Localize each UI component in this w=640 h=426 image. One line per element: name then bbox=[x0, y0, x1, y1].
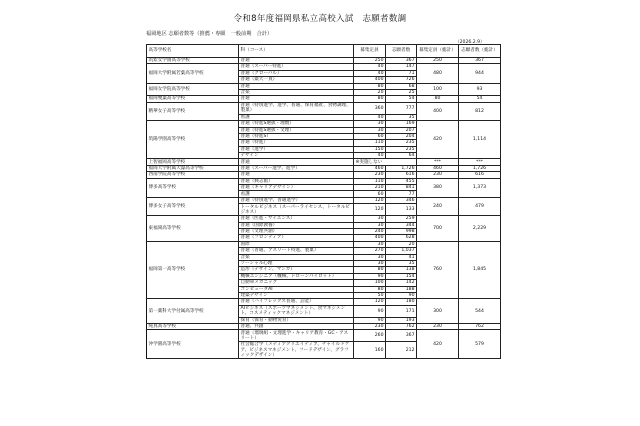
course-name: 建築デザイン bbox=[239, 292, 354, 298]
total-capacity-cell: 300 bbox=[417, 299, 459, 324]
total-applicants-cell: 93 bbox=[459, 83, 501, 96]
capacity-cell: 20 bbox=[354, 89, 386, 95]
total-applicants-cell: 54 bbox=[459, 96, 501, 102]
school-name: 西南学院高等学校 bbox=[147, 172, 239, 178]
course-name: 普通（特進S） bbox=[239, 133, 354, 139]
applicants-cell: 726 bbox=[386, 77, 417, 83]
applicants-cell: 169 bbox=[386, 121, 417, 127]
applicants-cell: 64 bbox=[386, 153, 417, 159]
capacity-cell: 400 bbox=[354, 235, 386, 241]
school-name: 沖学園高等学校 bbox=[147, 330, 239, 359]
total-applicants-cell: 762 bbox=[459, 324, 501, 330]
course-name: 保育（保育・動物愛育） bbox=[239, 317, 354, 323]
capacity-cell: 30 bbox=[354, 216, 386, 222]
applicants-cell: 193 bbox=[386, 317, 417, 323]
applicants-cell: 455 bbox=[386, 178, 417, 184]
applicants-cell: 628 bbox=[386, 235, 417, 241]
capacity-cell: 40 bbox=[354, 70, 386, 76]
applicants-cell: 138 bbox=[386, 267, 417, 273]
course-name: 普通（ハイフレックス普通、芸能） bbox=[239, 299, 354, 305]
capacity-cell: 80 bbox=[354, 286, 386, 292]
total-capacity-cell: 760 bbox=[417, 241, 459, 299]
applicants-cell: 77 bbox=[386, 191, 417, 197]
total-applicants-cell: 812 bbox=[459, 102, 501, 120]
table-body bbox=[147, 58, 501, 359]
total-applicants-cell: 1,726 bbox=[459, 165, 501, 171]
total-capacity-cell: 420 bbox=[417, 121, 459, 159]
course-name: 普通 bbox=[239, 172, 354, 178]
total-applicants-cell: 544 bbox=[459, 299, 501, 324]
applicants-cell: 346 bbox=[386, 197, 417, 203]
course-name: 機械エンジニア（機械、ドローンパイロット） bbox=[239, 273, 354, 279]
applicants-cell: 147 bbox=[386, 64, 417, 70]
capacity-cell: 90 bbox=[354, 305, 386, 317]
course-name: 造形（デザイン、マンガ） bbox=[239, 267, 354, 273]
total-capacity-cell: 230 bbox=[417, 172, 459, 178]
total-applicants-cell: 579 bbox=[459, 330, 501, 359]
capacity-cell: 240 bbox=[354, 228, 386, 234]
applicants-cell: 367 bbox=[386, 330, 417, 342]
total-capacity-cell: 240 bbox=[417, 197, 459, 215]
course-name: 普通（進学） bbox=[239, 146, 354, 152]
applicants-cell: 204 bbox=[386, 133, 417, 139]
school-name: 精華女子高等学校 bbox=[147, 102, 239, 120]
school-name: 博多高等学校 bbox=[147, 178, 239, 197]
applicants-cell: 998 bbox=[386, 228, 417, 234]
total-capacity-cell: 480 bbox=[417, 64, 459, 83]
school-name: 純真高等学校 bbox=[147, 324, 239, 330]
course-name: 普通（瑠璃組・文理進学・キャリア教育・GC・アスリート） bbox=[239, 330, 354, 342]
total-applicants-cell: *** bbox=[459, 159, 501, 165]
applicants-cell: 133 bbox=[386, 204, 417, 216]
total-applicants-cell: 1,114 bbox=[459, 121, 501, 159]
applicants-cell: 41 bbox=[386, 254, 417, 260]
school-name: 博多女子高等学校 bbox=[147, 197, 239, 215]
total-capacity-cell: 80 bbox=[417, 96, 459, 102]
course-name: 音楽 bbox=[239, 254, 354, 260]
school-name: 福岡女学院高等学校 bbox=[147, 83, 239, 96]
capacity-cell: 30 bbox=[354, 241, 386, 247]
applicants-cell: 616 bbox=[386, 172, 417, 178]
document-subtitle: 福岡地区 志願者数等（推薦・専願 一般前期 合計） bbox=[146, 31, 273, 37]
total-capacity-cell: 420 bbox=[417, 330, 459, 359]
capacity-cell: 80 bbox=[354, 83, 386, 89]
capacity-cell: 120 bbox=[354, 204, 386, 216]
total-capacity-cell: 250 bbox=[417, 58, 459, 64]
capacity-cell: 100 bbox=[354, 280, 386, 286]
applicants-cell: 171 bbox=[386, 305, 417, 317]
header-capacity: 募集定員 bbox=[354, 45, 386, 58]
total-applicants-cell: 479 bbox=[459, 197, 501, 215]
applicants-cell: 259 bbox=[386, 216, 417, 222]
capacity-cell: 160 bbox=[354, 342, 386, 359]
capacity-cell: 40 bbox=[354, 64, 386, 70]
course-name: 普通（興志館） bbox=[239, 178, 354, 184]
total-capacity-cell: 700 bbox=[417, 216, 459, 242]
course-name: 看護 bbox=[239, 114, 354, 120]
course-name: 自動車メカニック bbox=[239, 280, 354, 286]
applicants-cell: 20 bbox=[386, 241, 417, 247]
capacity-cell: 460 bbox=[354, 165, 386, 171]
capacity-cell: 80 bbox=[354, 267, 386, 273]
applicants-cell: 212 bbox=[386, 342, 417, 359]
course-name: 国際 bbox=[239, 241, 354, 247]
applicants-cell: 367 bbox=[386, 58, 417, 64]
capacity-cell: 110 bbox=[354, 140, 386, 146]
total-applicants-cell: 1,845 bbox=[459, 241, 501, 299]
total-capacity-cell: 460 bbox=[417, 165, 459, 171]
applicants-cell: 1,726 bbox=[386, 165, 417, 171]
header-total-capacity: 募集定員（総計） bbox=[417, 45, 459, 58]
applicants-cell: 235 bbox=[386, 140, 417, 146]
applicants-cell: 35 bbox=[386, 260, 417, 266]
school-name: 筑紫女学園高等学校 bbox=[147, 58, 239, 64]
applicants-cell: 207 bbox=[386, 127, 417, 133]
school-name: 筑陽学園高等学校 bbox=[147, 121, 239, 159]
course-name: 普通（国際教養） bbox=[239, 222, 354, 228]
total-capacity-cell: *** bbox=[417, 159, 459, 165]
capacity-cell: 120 bbox=[354, 197, 386, 203]
course-name: 普通（スーパー特進） bbox=[239, 64, 354, 70]
course-name: 普通（医進・サイエンス） bbox=[239, 216, 354, 222]
capacity-cell: 30 bbox=[354, 222, 386, 228]
course-name: 普通（薬大一貫） bbox=[239, 77, 354, 83]
note-cell: ※実施しない bbox=[354, 159, 417, 165]
capacity-cell: 90 bbox=[354, 273, 386, 279]
school-name: 上智福岡高等学校 bbox=[147, 159, 239, 165]
header-course: 科（コース） bbox=[239, 45, 354, 58]
course-name: 普通（特進S選抜・理数） bbox=[239, 121, 354, 127]
course-name: 普通（特別進学、進学、普通、保育福祉、食物調理、製菓） bbox=[239, 102, 354, 114]
total-applicants-cell: 2,229 bbox=[459, 216, 501, 242]
course-name: 普通 bbox=[239, 159, 354, 165]
header-applicants: 志願者数 bbox=[386, 45, 417, 58]
table-row bbox=[147, 102, 501, 114]
applicants-cell: 180 bbox=[386, 299, 417, 305]
applicants-cell: 90 bbox=[386, 292, 417, 298]
capacity-cell: 30 bbox=[354, 254, 386, 260]
document-date: （2026.2.9） bbox=[455, 40, 485, 45]
school-name: 福岡大学附属大濠高等学校 bbox=[147, 165, 239, 171]
course-name: 普通、共創 bbox=[239, 324, 354, 330]
school-name: 福岡雙葉高等学校 bbox=[147, 96, 239, 102]
document-title: 令和8年度福岡県私立高校入試 志願者数調 bbox=[233, 14, 407, 24]
capacity-cell: 30 bbox=[354, 121, 386, 127]
applicants-cell: 344 bbox=[386, 222, 417, 228]
applicants-cell: 188 bbox=[386, 286, 417, 292]
course-name: ソーシャル心理 bbox=[239, 260, 354, 266]
capacity-cell: 120 bbox=[354, 299, 386, 305]
total-applicants-cell: 367 bbox=[459, 58, 501, 64]
applicants-cell: 68 bbox=[386, 83, 417, 89]
capacity-cell: 230 bbox=[354, 172, 386, 178]
school-name: 福岡大学附属若葉高等学校 bbox=[147, 64, 239, 83]
total-applicants-cell: 1,373 bbox=[459, 178, 501, 197]
course-name: 普通（文理共創） bbox=[239, 228, 354, 234]
total-applicants-cell: 616 bbox=[459, 172, 501, 178]
capacity-cell: 90 bbox=[354, 317, 386, 323]
course-name: 普通 bbox=[239, 83, 354, 89]
capacity-cell: 150 bbox=[354, 146, 386, 152]
table-row bbox=[147, 330, 501, 342]
school-name: 第一薬科大学付属高等学校 bbox=[147, 299, 239, 324]
capacity-cell: 30 bbox=[354, 260, 386, 266]
total-capacity-cell: 100 bbox=[417, 83, 459, 96]
course-name: 普通（普通、アスリート特進、製菓） bbox=[239, 248, 354, 254]
applicants-cell: 54 bbox=[386, 96, 417, 102]
course-name: 普通（特進） bbox=[239, 140, 354, 146]
capacity-cell: 60 bbox=[354, 191, 386, 197]
course-name: トータルビジネス（スーパーライセンス、トータルビジネス） bbox=[239, 204, 354, 216]
course-name: 普通（スーパー進学、進学） bbox=[239, 165, 354, 171]
capacity-cell: 210 bbox=[354, 185, 386, 191]
total-applicants-cell: 944 bbox=[459, 64, 501, 83]
applicants-cell: 235 bbox=[386, 146, 417, 152]
course-name: 社会総合学（メディアクリエイティブ、チャイルドケア、ビジネスマネジメント、フードデザイン、グラフィックデザイン） bbox=[239, 342, 354, 359]
course-name: 普通 bbox=[239, 96, 354, 102]
course-name: AIビジネス（スポーツマネジメント、食マネジメント、コスメティックマネジメント） bbox=[239, 305, 354, 317]
course-name: 普通 bbox=[239, 58, 354, 64]
course-name: 普通（グローバル） bbox=[239, 70, 354, 76]
course-name: コンピュータAI bbox=[239, 286, 354, 292]
capacity-cell: 50 bbox=[354, 292, 386, 298]
capacity-cell: 40 bbox=[354, 114, 386, 120]
capacity-cell: 250 bbox=[354, 58, 386, 64]
course-name: 普通（特進S選抜・文理） bbox=[239, 127, 354, 133]
course-name: 普通（キャリアデザイン） bbox=[239, 185, 354, 191]
course-name: 普通（フロンティア） bbox=[239, 235, 354, 241]
course-name: 音楽 bbox=[239, 89, 354, 95]
capacity-cell: 40 bbox=[354, 153, 386, 159]
capacity-cell: 400 bbox=[354, 77, 386, 83]
applicants-cell: 1,037 bbox=[386, 248, 417, 254]
total-capacity-cell: 230 bbox=[417, 324, 459, 330]
applicants-cell: 154 bbox=[386, 273, 417, 279]
applicants-table bbox=[146, 44, 501, 359]
table-header-row bbox=[147, 45, 501, 58]
capacity-cell: 80 bbox=[354, 96, 386, 102]
course-name: 看護 bbox=[239, 191, 354, 197]
header-school: 高等学校名 bbox=[147, 45, 239, 58]
capacity-cell: 270 bbox=[354, 248, 386, 254]
applicants-cell: 777 bbox=[386, 102, 417, 114]
capacity-cell: 260 bbox=[354, 330, 386, 342]
course-name: 普通（特別進学、普通進学） bbox=[239, 197, 354, 203]
applicants-cell: 762 bbox=[386, 324, 417, 330]
capacity-cell: 30 bbox=[354, 127, 386, 133]
applicants-cell: 35 bbox=[386, 114, 417, 120]
school-name: 東福岡高等学校 bbox=[147, 216, 239, 242]
total-capacity-cell: 400 bbox=[417, 102, 459, 120]
capacity-cell: 230 bbox=[354, 324, 386, 330]
capacity-cell: 60 bbox=[354, 133, 386, 139]
applicants-cell: 25 bbox=[386, 89, 417, 95]
course-name: デザイン bbox=[239, 153, 354, 159]
school-name: 福岡第一高等学校 bbox=[147, 241, 239, 299]
capacity-cell: 360 bbox=[354, 102, 386, 114]
applicants-cell: 841 bbox=[386, 185, 417, 191]
header-total-applicants: 志願者数（総計） bbox=[459, 45, 501, 58]
applicants-cell: 71 bbox=[386, 70, 417, 76]
total-capacity-cell: 380 bbox=[417, 178, 459, 197]
applicants-cell: 142 bbox=[386, 280, 417, 286]
capacity-cell: 110 bbox=[354, 178, 386, 184]
